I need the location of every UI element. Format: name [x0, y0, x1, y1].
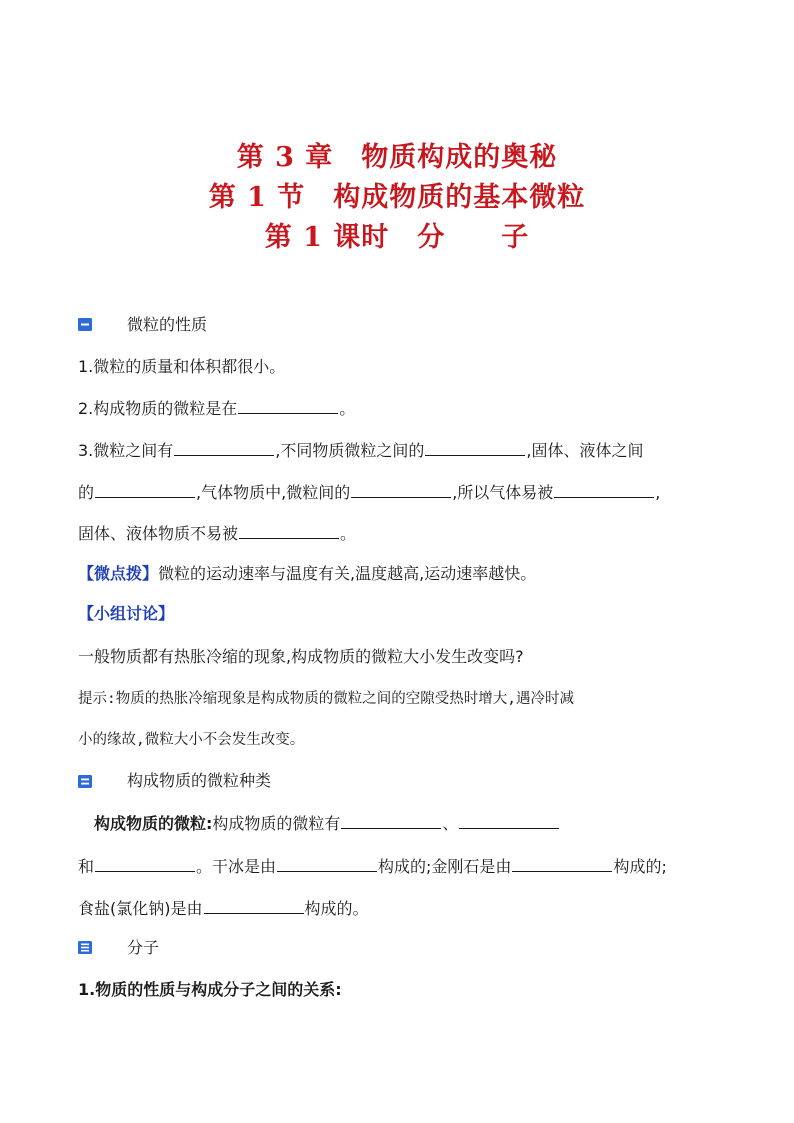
text: ,气体物质中,微粒间的 — [196, 483, 351, 502]
hint-line-1: 提示:物质的热胀冷缩现象是构成物质的微粒之间的空隙受热时增大,遇冷时减 — [78, 691, 574, 707]
tip-line — [78, 563, 536, 585]
particle-types-line-1 — [94, 813, 560, 835]
property-item-3-end — [78, 523, 356, 545]
list-one-icon — [78, 318, 92, 331]
fill-blank[interactable] — [238, 398, 338, 414]
text: 食盐(氯化钠)是由 — [78, 899, 203, 918]
fill-blank[interactable] — [512, 856, 612, 872]
fill-blank[interactable] — [204, 898, 304, 914]
text: 构成的。 — [304, 899, 369, 918]
text: 3.微粒之间有 — [78, 441, 174, 460]
text: 的 — [78, 483, 95, 502]
section-title: 第 1 节 构成物质的基本微粒 — [208, 182, 586, 213]
text: 。 — [339, 399, 356, 418]
property-item-3-cont — [78, 482, 660, 504]
fill-blank[interactable] — [277, 856, 377, 872]
text: 构成物质的微粒: — [94, 814, 213, 833]
fill-blank[interactable] — [239, 523, 339, 539]
chapter-title: 第 3 章 物质构成的奥秘 — [236, 142, 558, 173]
fill-blank[interactable] — [425, 440, 525, 456]
section-three-heading: 分子 — [127, 938, 160, 957]
text: 2.构成物质的微粒是在 — [78, 399, 238, 418]
lesson-title: 第 1 课时 分 子 — [264, 222, 530, 253]
text: 。干冰是由 — [196, 857, 277, 876]
section-two-heading: 构成物质的微粒种类 — [127, 771, 272, 790]
list-three-icon — [78, 941, 92, 954]
text: 和 — [78, 857, 95, 876]
text: ,固体、液体之间 — [526, 441, 644, 460]
list-two-icon — [78, 775, 92, 788]
fill-blank[interactable] — [351, 482, 451, 498]
text: 构成的;金刚石是由 — [378, 857, 512, 876]
text: , — [655, 483, 661, 502]
fill-blank[interactable] — [341, 813, 441, 829]
text: 构成物质的微粒有 — [212, 814, 341, 833]
property-item-3 — [78, 440, 643, 462]
hint-line-2: 小的缘故,微粒大小不会发生改变。 — [78, 732, 305, 748]
discussion-tag: 【小组讨论】 — [78, 604, 175, 623]
fill-blank[interactable] — [554, 482, 654, 498]
fill-blank[interactable] — [95, 482, 195, 498]
text: 固体、液体物质不易被 — [78, 524, 239, 543]
fill-blank[interactable] — [174, 440, 274, 456]
text: 。 — [340, 524, 357, 543]
tip-text: 微粒的运动速率与温度有关,温度越高,运动速率越快。 — [158, 564, 537, 583]
section-one-heading: 微粒的性质 — [127, 315, 208, 334]
particle-types-line-2 — [78, 856, 667, 878]
fill-blank[interactable] — [95, 856, 195, 872]
property-item-2 — [78, 398, 355, 420]
property-item-1: 1.微粒的质量和体积都很小。 — [78, 357, 286, 376]
text: 构成的; — [613, 857, 667, 876]
fill-blank[interactable] — [459, 813, 559, 829]
text: 、 — [442, 814, 459, 833]
particle-types-line-3 — [78, 898, 369, 920]
discussion-question: 一般物质都有热胀冷缩的现象,构成物质的微粒大小发生改变吗? — [78, 647, 524, 666]
text: ,不同物质微粒之间的 — [275, 441, 425, 460]
molecule-item-1: 1.物质的性质与构成分子之间的关系: — [78, 980, 342, 999]
tip-tag: 【微点拨】 — [78, 564, 159, 583]
text: ,所以气体易被 — [452, 483, 554, 502]
title-block — [0, 138, 794, 258]
